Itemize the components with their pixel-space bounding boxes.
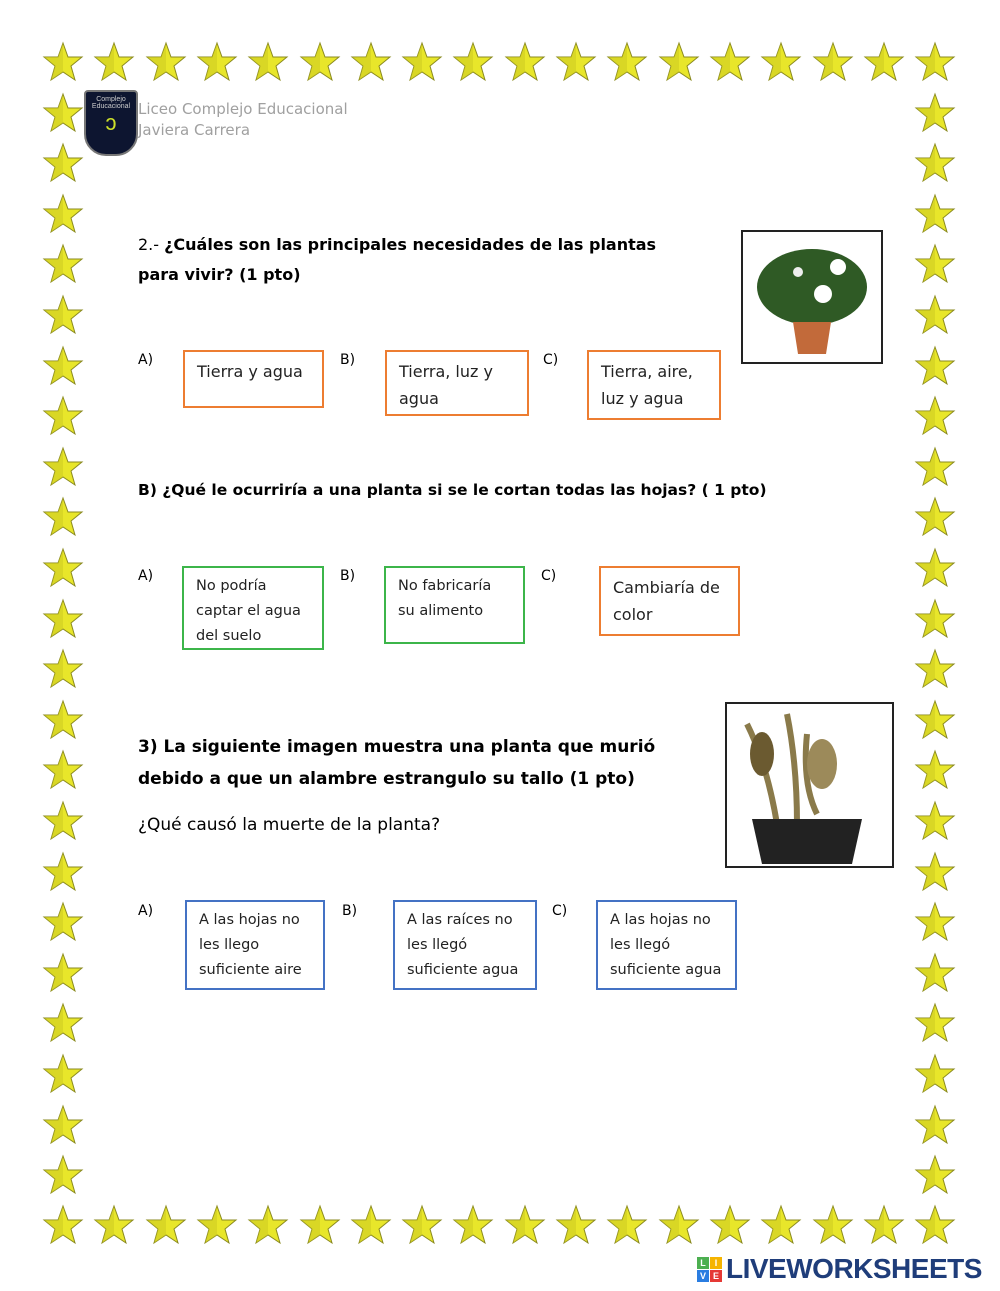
star-icon [914, 294, 956, 336]
star-icon [914, 749, 956, 791]
star-icon [914, 41, 956, 83]
star-icon [914, 1053, 956, 1095]
star-icon [914, 1002, 956, 1044]
star-icon [606, 1204, 648, 1246]
badge-letter: I [710, 1257, 722, 1269]
option-a-label: A) [138, 568, 154, 584]
option-c-label: C) [543, 352, 559, 368]
star-icon [914, 496, 956, 538]
dead-plant-image [727, 704, 892, 866]
star-icon [914, 851, 956, 893]
answer-option-a[interactable]: A las hojas no les llego suficiente aire [185, 900, 325, 990]
star-icon [247, 41, 289, 83]
option-b-label: B) [340, 568, 356, 584]
star-icon [914, 800, 956, 842]
star-icon [914, 952, 956, 994]
star-icon [350, 1204, 392, 1246]
star-icon [914, 193, 956, 235]
school-name-line1: Liceo Complejo Educacional [138, 100, 348, 118]
star-icon [709, 1204, 751, 1246]
star-icon [914, 699, 956, 741]
star-icon [42, 345, 84, 387]
star-icon [914, 142, 956, 184]
star-icon [42, 648, 84, 690]
star-icon [606, 41, 648, 83]
badge-letter: L [697, 1257, 709, 1269]
star-icon [42, 547, 84, 589]
star-icon [42, 1104, 84, 1146]
star-icon [42, 496, 84, 538]
star-icon [812, 1204, 854, 1246]
star-icon [93, 41, 135, 83]
star-icon [863, 1204, 905, 1246]
option-c-label: C) [552, 903, 568, 919]
star-icon [42, 243, 84, 285]
star-icon [504, 1204, 546, 1246]
star-icon [452, 1204, 494, 1246]
logo-text: Complejo Educacional [91, 96, 131, 110]
star-icon [93, 1204, 135, 1246]
star-icon [760, 1204, 802, 1246]
star-icon [863, 41, 905, 83]
question-number: 2.- [138, 235, 160, 254]
star-icon [299, 1204, 341, 1246]
star-icon [42, 193, 84, 235]
star-icon [914, 395, 956, 437]
school-name-line2: Javiera Carrera [138, 121, 251, 139]
badge-letter: E [710, 1270, 722, 1282]
star-icon [658, 1204, 700, 1246]
star-icon [42, 1053, 84, 1095]
star-icon [401, 41, 443, 83]
brand-name: LIVEWORKSHEETS [726, 1253, 982, 1284]
question-2-title [138, 230, 698, 290]
star-icon [760, 41, 802, 83]
star-icon [42, 598, 84, 640]
answer-option-c[interactable]: A las hojas no les llegó suficiente agua [596, 900, 737, 990]
star-icon [914, 901, 956, 943]
question-3-subtitle: ¿Qué causó la muerte de la planta? [138, 815, 441, 835]
star-icon [914, 598, 956, 640]
star-icon [658, 41, 700, 83]
answer-option-b[interactable]: Tierra, luz y agua [385, 350, 529, 416]
answer-option-b[interactable]: A las raíces no les llegó suficiente agua [393, 900, 537, 990]
potted-plant-image [743, 232, 881, 362]
school-logo: Complejo Educacional ↄ [84, 90, 138, 156]
star-icon [299, 41, 341, 83]
badge-letter: V [697, 1270, 709, 1282]
question-text: ¿Cuáles son las principales necesidades de las plantas para vivir? (1 pto) [138, 235, 657, 284]
star-icon [42, 41, 84, 83]
star-icon [42, 294, 84, 336]
question-text: B) ¿Qué le ocurriría a una planta si se le cortan todas las hojas? ( 1 pto) [138, 481, 767, 499]
star-icon [42, 142, 84, 184]
star-icon [42, 699, 84, 741]
option-b-label: B) [342, 903, 358, 919]
star-icon [42, 92, 84, 134]
question-text: 3) La siguiente imagen muestra una planta que murió debido a que un alambre estrangulo su tallo (1 pto) [138, 737, 656, 789]
star-icon [555, 1204, 597, 1246]
star-icon [42, 901, 84, 943]
star-icon [196, 1204, 238, 1246]
star-icon [350, 41, 392, 83]
star-icon [555, 41, 597, 83]
star-icon [42, 952, 84, 994]
star-icon [914, 648, 956, 690]
star-icon [914, 547, 956, 589]
star-icon [504, 41, 546, 83]
question-3-title [138, 731, 718, 795]
star-icon [709, 41, 751, 83]
dead-plant-photo [725, 702, 894, 868]
live-badge-icon [697, 1257, 722, 1282]
star-icon [196, 41, 238, 83]
star-icon [914, 1204, 956, 1246]
option-b-label: B) [340, 352, 356, 368]
answer-option-c[interactable]: Tierra, aire, luz y agua [587, 350, 721, 420]
plant-photo [741, 230, 883, 364]
option-c-label: C) [541, 568, 557, 584]
star-icon [247, 1204, 289, 1246]
answer-option-b[interactable]: No fabricaría su alimento [384, 566, 525, 644]
answer-option-a[interactable]: No podría captar el agua del suelo [182, 566, 324, 650]
star-icon [42, 1002, 84, 1044]
star-icon [42, 1204, 84, 1246]
star-icon [812, 41, 854, 83]
star-icon [42, 749, 84, 791]
option-a-label: A) [138, 903, 154, 919]
star-icon [914, 1154, 956, 1196]
star-icon [914, 1104, 956, 1146]
star-icon [145, 1204, 187, 1246]
star-icon [914, 92, 956, 134]
star-icon [401, 1204, 443, 1246]
question-b-title [138, 475, 818, 505]
option-a-label: A) [138, 352, 154, 368]
star-icon [42, 851, 84, 893]
star-icon [42, 395, 84, 437]
star-icon [452, 41, 494, 83]
answer-option-a[interactable]: Tierra y agua [183, 350, 324, 408]
star-icon [914, 243, 956, 285]
star-icon [42, 446, 84, 488]
star-icon [914, 345, 956, 387]
liveworksheets-logo [697, 1253, 982, 1285]
star-icon [42, 1154, 84, 1196]
star-icon [145, 41, 187, 83]
answer-option-c[interactable]: Cambiaría de color [599, 566, 740, 636]
star-icon [42, 800, 84, 842]
star-icon [914, 446, 956, 488]
